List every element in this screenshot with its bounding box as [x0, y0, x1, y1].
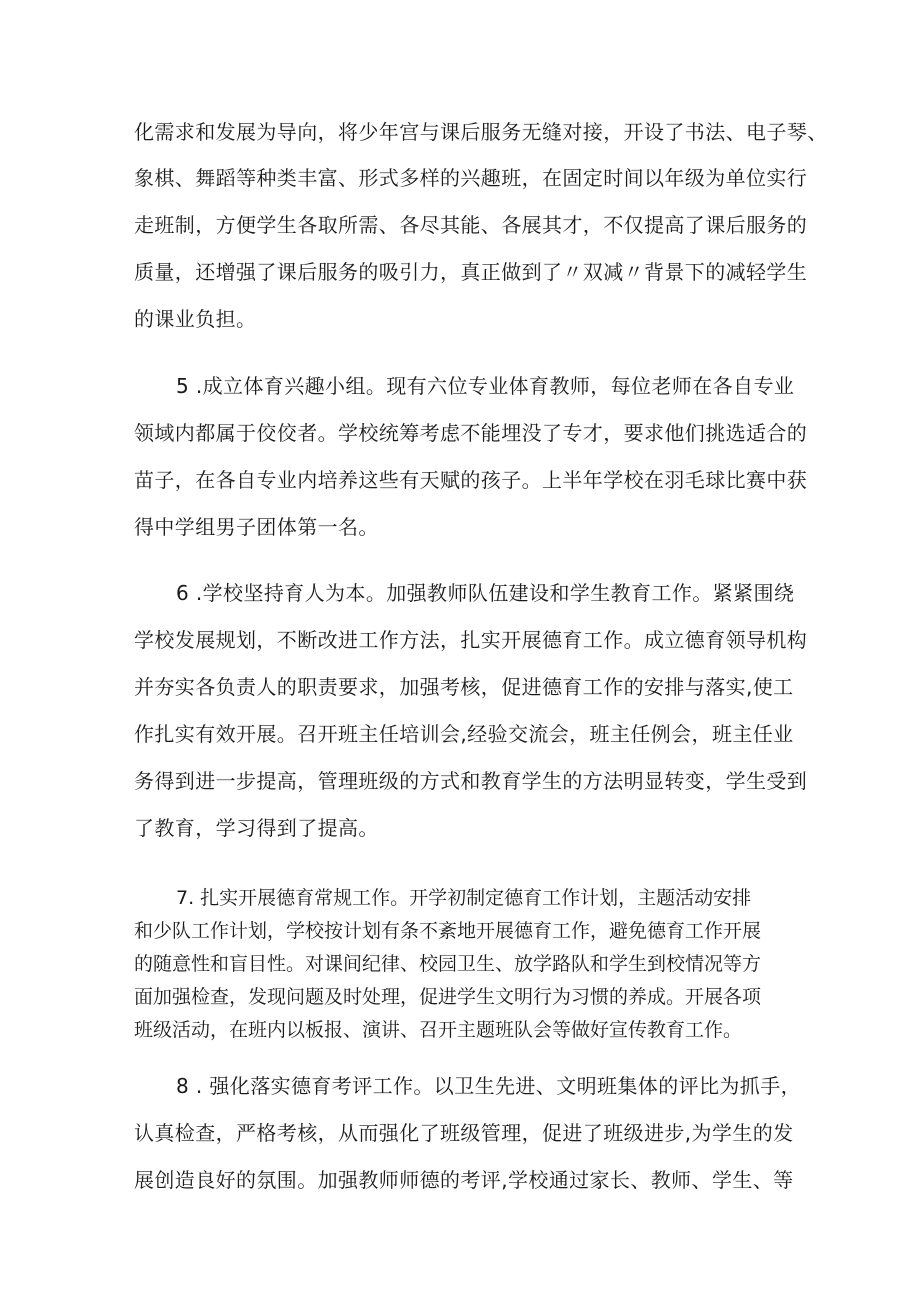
text-line: 学校发展规划，不断改进工作方法，扎实开展德育工作。成立德育领导机构: [134, 628, 808, 652]
text-line: 7. 扎实开展德育常规工作。开学初制定德育工作计划，主题活动安排: [176, 887, 752, 909]
text-line: 走班制，方便学生各取所需、各尽其能、各展其才，不仅提高了课后服务的: [134, 213, 808, 237]
text-line: 班级活动，在班内以板报、演讲、召开主题班队会等做好宣传教育工作。: [134, 1019, 743, 1041]
text-line: 化需求和发展为导向，将少年宫与课后服务无缝对接，开设了书法、电子琴、: [134, 120, 828, 144]
text-line: 并夯实各负责人的职责要求，加强考核，促进德育工作的安排与落实,使工: [134, 675, 794, 699]
text-line: 6 .学校坚持育人为本。加强教师队伍建设和学生教育工作。紧紧围绕: [176, 581, 795, 605]
text-line: 了教育，学习得到了提高。: [134, 816, 379, 840]
text-line: 5 .成立体育兴趣小组。现有六位专业体育教师，每位老师在各自专业: [176, 374, 795, 398]
text-line: 的课业负担。: [134, 307, 257, 331]
text-line: 象棋、舞蹈等种类丰富、形式多样的兴趣班，在固定时间以年级为单位实行: [134, 166, 808, 190]
text-line: 的随意性和盲目性。对课间纪律、校园卫生、放学路队和学生到校情况等方: [134, 953, 762, 975]
text-line: 展创造良好的氛围。加强教师师德的考评,学校通过家长、教师、学生、等: [134, 1168, 794, 1192]
text-line: 和少队工作计划，学校按计划有条不紊地开展德育工作，避免德育工作开展: [134, 920, 762, 942]
text-line: 8 . 强化落实德育考评工作。以卫生先进、文明班集体的评比为抓手，: [176, 1074, 801, 1098]
text-line: 质量，还增强了课后服务的吸引力，真正做到了〃双减〃背景下的减轻学生: [134, 260, 808, 284]
text-line: 领域内都属于佼佼者。学校统筹考虑不能埋没了专才，要求他们挑选适合的: [134, 421, 808, 445]
text-line: 认真检查，严格考核，从而强化了班级管理，促进了班级进步,为学生的发: [134, 1121, 794, 1145]
text-line: 务得到进一步提高，管理班级的方式和教育学生的方法明显转变，学生受到: [134, 769, 808, 793]
text-line: 苗子，在各自专业内培养这些有天赋的孩子。上半年学校在羽毛球比赛中获: [134, 468, 808, 492]
text-line: 作扎实有效开展。召开班主任培训会,经验交流会，班主任例会，班主任业: [134, 722, 794, 746]
text-line: 面加强检查，发现问题及时处理，促进学生文明行为习惯的养成。开展各项: [134, 986, 762, 1008]
text-line: 得中学组男子团体第一名。: [134, 515, 379, 539]
